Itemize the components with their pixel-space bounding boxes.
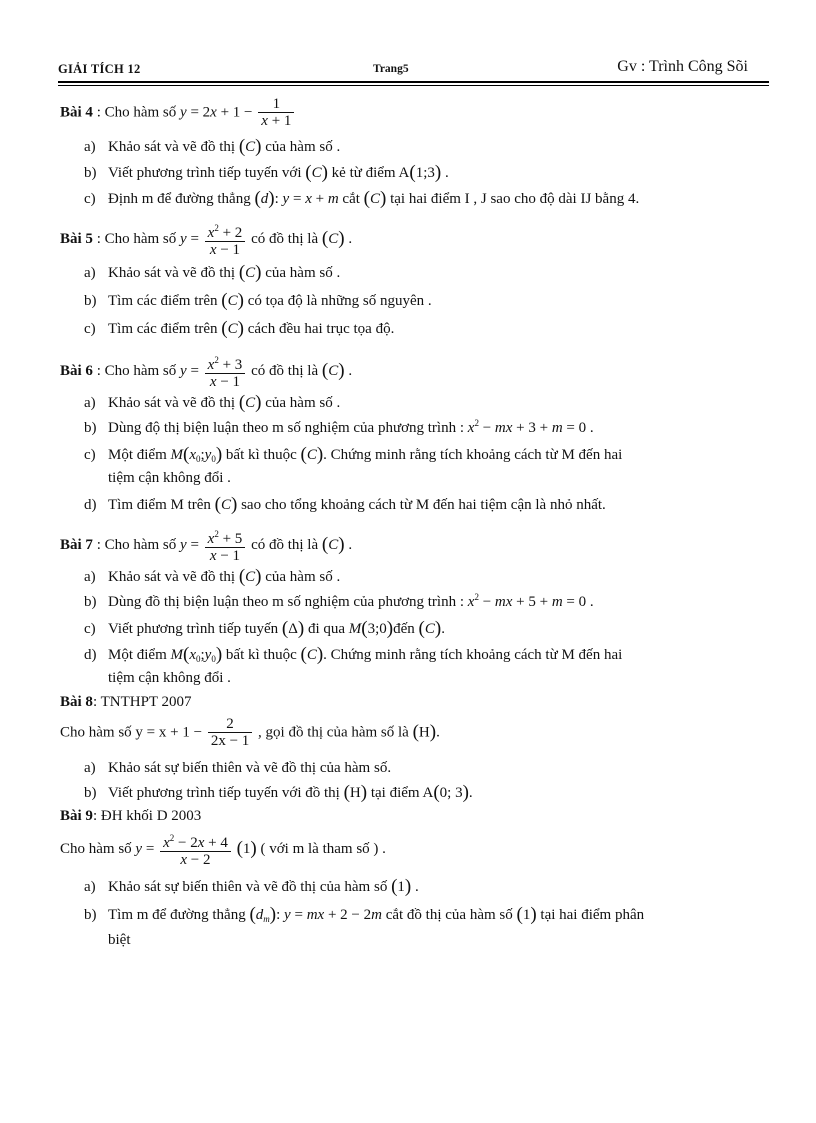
bai4-item-b: b) Viết phương trình tiếp tuyến với (C) kẻ từ điểm A(1;3) .: [84, 162, 449, 183]
bai8-fraction: $\frac{2}{2x - 1}$: [208, 716, 252, 750]
bai7-item-b: b) Dùng đồ thị biện luận theo m số nghiệm của phương trình : $x^2$ − mx + 5 + m = 0 .: [84, 592, 594, 610]
bai9-item-a: a) Khảo sát sự biến thiên và vẽ đồ thị của hàm số (1) .: [84, 876, 419, 897]
bai9-function: Cho hàm số y = $\frac{x^2 - 2x + 4}{x - 2}$ (1) ( với m là tham số ) .: [60, 830, 386, 869]
bai5-item-a: a) Khảo sát và vẽ đồ thị (C) của hàm số .: [84, 262, 341, 283]
bai7-item-d-cont: tiệm cận không đổi .: [108, 670, 231, 686]
bai5-item-b: b) Tìm các điểm trên (C) có tọa độ là những số nguyên .: [84, 290, 432, 311]
bai7-item-d: d) Một điểm $M(x_0;y_0)$ bất kì thuộc (C). Chứng minh rằng tích khoảng cách từ M đến hai: [84, 644, 623, 665]
bai6-item-c: c) Một điểm $M(x_0;y_0)$ bất kì thuộc (C). Chứng minh rằng tích khoảng cách từ M đến hai: [84, 444, 623, 465]
bai5-item-c: c) Tìm các điểm trên (C) cách đều hai trục tọa độ.: [84, 318, 395, 339]
bai5-fraction: $\frac{x^2 + 2}{x - 1}$: [205, 220, 246, 259]
bai9-heading: Bài 9: ĐH khối D 2003: [60, 808, 202, 824]
bai9-item-b-cont: biệt: [108, 932, 131, 948]
bai9-fraction: $\frac{x^2 - 2x + 4}{x - 2}$: [160, 830, 231, 869]
page-header: [58, 58, 768, 82]
bai6-item-a: a) Khảo sát và vẽ đồ thị (C) của hàm số .: [84, 392, 341, 413]
bai7-item-c: c) Viết phương trình tiếp tuyến (Δ) đi qua M(3;0)đến (C).: [84, 618, 445, 639]
page-number: Trang5: [373, 63, 409, 75]
teacher-name: Gv : Trình Công Sõi: [617, 58, 748, 75]
bai5-heading: Bài 5 : Cho hàm số y = $\frac{x^2 + 2}{x - 1}$ có đồ thị là (C) .: [60, 220, 352, 259]
bai9-item-b: b) Tìm m để đường thẳng $(d_m)$: y = mx + 2 − 2m cắt đồ thị của hàm số (1) tại hai điểm phân: [84, 904, 645, 925]
bai4-heading: Bài 4 : Cho hàm số y = 2x + 1 − $\frac{1}{x + 1}$: [60, 96, 296, 130]
bai8-item-a: a) Khảo sát sự biến thiên và vẽ đồ thị của hàm số.: [84, 760, 392, 776]
header-rule-thin: [58, 85, 769, 86]
bai8-function: Cho hàm số y = x + 1 − $\frac{2}{2x - 1}$ , gọi đồ thị của hàm số là (H).: [60, 716, 440, 749]
bai8-item-b: b) Viết phương trình tiếp tuyến với đồ thị (H) tại điểm A(0; 3).: [84, 782, 473, 803]
bai6-item-b: b) Dùng độ thị biện luận theo m số nghiệm của phương trình : $x^2$ − mx + 3 + m = 0 .: [84, 418, 594, 436]
bai6-heading: Bài 6 : Cho hàm số y = $\frac{x^2 + 3}{x - 1}$ có đồ thị là (C) .: [60, 352, 352, 391]
bai4-item-c: c) Định m để đường thẳng (d): y = x + m cắt (C) tại hai điểm I , J sao cho độ dài IJ bằng 4.: [84, 188, 640, 209]
bai4-fraction: $\frac{1}{x + 1}$: [258, 96, 294, 130]
bai7-fraction: $\frac{x^2 + 5}{x - 1}$: [205, 526, 246, 565]
course-title: GIẢI TÍCH 12: [58, 62, 141, 76]
bai7-heading: Bài 7 : Cho hàm số y = $\frac{x^2 + 5}{x - 1}$ có đồ thị là (C) .: [60, 526, 352, 565]
bai8-heading: Bài 8: TNTHPT 2007: [60, 694, 192, 710]
bai4-item-a: a) Khảo sát và vẽ đồ thị (C) của hàm số .: [84, 136, 341, 157]
bai6-fraction: $\frac{x^2 + 3}{x - 1}$: [205, 352, 246, 391]
header-rule-thick: [58, 81, 769, 83]
bai6-item-c-cont: tiệm cận không đổi .: [108, 470, 231, 486]
bai7-item-a: a) Khảo sát và vẽ đồ thị (C) của hàm số .: [84, 566, 341, 587]
bai6-item-d: d) Tìm điểm M trên (C) sao cho tổng khoảng cách từ M đến hai tiệm cận là nhỏ nhất.: [84, 494, 606, 515]
